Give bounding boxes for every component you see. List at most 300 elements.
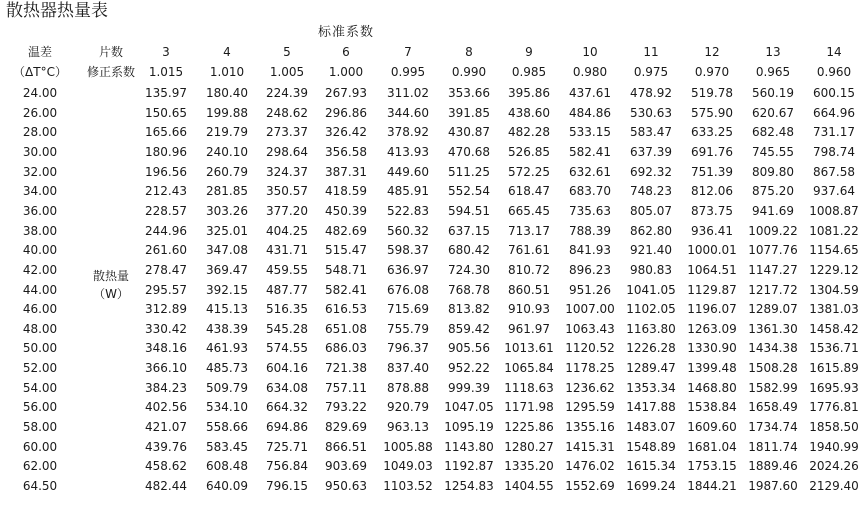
heat-output-label: [82, 267, 140, 303]
coefficient-cell: 0.990: [451, 65, 487, 79]
heat-value-cell: 1192.87: [444, 459, 494, 473]
heat-value-cell: 530.63: [630, 106, 672, 120]
heat-value-cell: 682.48: [752, 125, 794, 139]
heat-value-cell: 377.20: [266, 204, 308, 218]
temp-diff-cell: 64.50: [22, 479, 58, 493]
heat-value-cell: 715.69: [387, 302, 429, 316]
heat-value-cell: 353.66: [448, 86, 490, 100]
table-row: [0, 417, 863, 437]
heat-value-cell: 1163.80: [626, 322, 676, 336]
heat-value-cell: 664.96: [813, 106, 855, 120]
heat-value-cell: 745.55: [752, 145, 794, 159]
piece-count-cell: 6: [342, 45, 350, 59]
temp-diff-cell: 44.00: [22, 283, 58, 297]
heat-value-cell: 311.02: [387, 86, 429, 100]
heat-value-cell: 356.58: [325, 145, 367, 159]
heat-value-cell: 267.93: [325, 86, 367, 100]
heat-value-cell: 303.26: [206, 204, 248, 218]
heat-value-cell: 384.23: [145, 381, 187, 395]
temp-diff-cell: 50.00: [22, 341, 58, 355]
heat-value-cell: 1615.89: [809, 361, 859, 375]
heat-value-cell: 1236.62: [565, 381, 615, 395]
coefficient-cell: 0.975: [633, 65, 669, 79]
heat-value-cell: 438.39: [206, 322, 248, 336]
heat-value-cell: 735.63: [569, 204, 611, 218]
heat-value-cell: 903.69: [325, 459, 367, 473]
table-row: [0, 240, 863, 260]
heat-value-cell: 418.59: [325, 184, 367, 198]
page-title: 散热器热量表: [6, 1, 108, 21]
standard-coefficient-label: 标准系数: [318, 25, 375, 40]
table-row: [0, 456, 863, 476]
heat-value-cell: 199.88: [206, 106, 248, 120]
piece-count-cell: 7: [404, 45, 412, 59]
heat-value-cell: 920.79: [387, 400, 429, 414]
heat-value-cell: 1225.86: [504, 420, 554, 434]
heat-value-cell: 1458.42: [809, 322, 859, 336]
coefficient-cell: 0.980: [572, 65, 608, 79]
temp-diff-cell: 46.00: [22, 302, 58, 316]
heat-value-cell: 1753.15: [687, 459, 737, 473]
heat-value-cell: 691.76: [691, 145, 733, 159]
heat-value-cell: 756.84: [266, 459, 308, 473]
heat-value-cell: 516.35: [266, 302, 308, 316]
heat-value-cell: 1171.98: [504, 400, 554, 414]
coefficient-cell: 1.000: [328, 65, 364, 79]
heat-value-cell: 713.17: [508, 224, 550, 238]
heat-value-cell: 533.15: [569, 125, 611, 139]
heat-value-cell: 369.47: [206, 263, 248, 277]
heat-value-cell: 633.25: [691, 125, 733, 139]
piece-count-cell: 13: [765, 45, 781, 59]
heat-value-cell: 459.55: [266, 263, 308, 277]
heat-value-cell: 793.22: [325, 400, 367, 414]
heat-value-cell: 1013.61: [504, 341, 554, 355]
heat-value-cell: 598.37: [387, 243, 429, 257]
heat-value-cell: 295.57: [145, 283, 187, 297]
heat-value-cell: 548.71: [325, 263, 367, 277]
heat-value-cell: 867.58: [813, 165, 855, 179]
heat-value-cell: 751.39: [691, 165, 733, 179]
heat-value-cell: 1280.27: [504, 440, 554, 454]
heat-value-cell: 1858.50: [809, 420, 859, 434]
table-row: [0, 397, 863, 417]
temp-unit-header: （ΔT°C）: [13, 65, 67, 79]
heat-value-cell: 1009.22: [748, 224, 798, 238]
heat-value-cell: 1844.21: [687, 479, 737, 493]
heat-value-cell: 1417.88: [626, 400, 676, 414]
heat-value-cell: 1049.03: [383, 459, 433, 473]
heat-value-cell: 1154.65: [809, 243, 859, 257]
heat-value-cell: 545.28: [266, 322, 308, 336]
heat-value-cell: 1681.04: [687, 440, 737, 454]
table-row: [0, 378, 863, 398]
heat-value-cell: 1120.52: [565, 341, 615, 355]
temp-diff-cell: 52.00: [22, 361, 58, 375]
heat-value-cell: 694.86: [266, 420, 308, 434]
heat-value-cell: 1508.28: [748, 361, 798, 375]
heat-value-cell: 608.48: [206, 459, 248, 473]
heat-value-cell: 1609.60: [687, 420, 737, 434]
heat-value-cell: 450.39: [325, 204, 367, 218]
heat-value-cell: 640.09: [206, 479, 248, 493]
heat-value-cell: 676.08: [387, 283, 429, 297]
temp-diff-cell: 40.00: [22, 243, 58, 257]
heat-value-cell: 1776.81: [809, 400, 859, 414]
heat-value-cell: 1147.27: [748, 263, 798, 277]
heat-value-cell: 558.66: [206, 420, 248, 434]
heat-value-cell: 1699.24: [626, 479, 676, 493]
heat-value-cell: 244.96: [145, 224, 187, 238]
heat-value-cell: 526.85: [508, 145, 550, 159]
heat-value-cell: 862.80: [630, 224, 672, 238]
heat-value-cell: 511.25: [448, 165, 490, 179]
heat-value-cell: 755.79: [387, 322, 429, 336]
heat-value-cell: 437.61: [569, 86, 611, 100]
heat-value-cell: 1289.47: [626, 361, 676, 375]
heat-value-cell: 1695.93: [809, 381, 859, 395]
heat-value-cell: 482.28: [508, 125, 550, 139]
heat-value-cell: 1008.87: [809, 204, 859, 218]
heat-value-cell: 860.51: [508, 283, 550, 297]
heat-value-cell: 896.23: [569, 263, 611, 277]
heat-value-cell: 449.60: [387, 165, 429, 179]
heat-value-cell: 330.42: [145, 322, 187, 336]
heat-output-label-text: 散热量: [92, 269, 129, 283]
table-row: [0, 358, 863, 378]
heat-value-cell: 325.01: [206, 224, 248, 238]
heat-value-cell: 366.10: [145, 361, 187, 375]
heat-value-cell: 281.85: [206, 184, 248, 198]
heat-value-cell: 1889.46: [748, 459, 798, 473]
heat-value-cell: 1304.59: [809, 283, 859, 297]
heat-value-cell: 2024.26: [809, 459, 859, 473]
heat-value-cell: 509.79: [206, 381, 248, 395]
heat-value-cell: 515.47: [325, 243, 367, 257]
heat-value-cell: 2129.40: [809, 479, 859, 493]
temp-diff-cell: 30.00: [22, 145, 58, 159]
piece-count-cell: 9: [525, 45, 533, 59]
temp-diff-cell: 54.00: [22, 381, 58, 395]
heat-value-cell: 875.20: [752, 184, 794, 198]
table-row: [0, 83, 863, 103]
heat-value-cell: 941.69: [752, 204, 794, 218]
heat-value-cell: 378.92: [387, 125, 429, 139]
temp-diff-cell: 58.00: [22, 420, 58, 434]
heat-value-cell: 1536.71: [809, 341, 859, 355]
heat-value-cell: 1548.89: [626, 440, 676, 454]
heat-value-cell: 620.67: [752, 106, 794, 120]
piece-count-cell: 5: [283, 45, 291, 59]
piece-count-cell: 14: [826, 45, 842, 59]
heat-value-cell: 560.19: [752, 86, 794, 100]
coefficient-cell: 0.970: [694, 65, 730, 79]
heat-value-cell: 798.74: [813, 145, 855, 159]
heat-value-cell: 273.37: [266, 125, 308, 139]
table-row: [0, 319, 863, 339]
heat-value-cell: 1468.80: [687, 381, 737, 395]
heat-value-cell: 1330.90: [687, 341, 737, 355]
heat-value-cell: 583.47: [630, 125, 672, 139]
heat-value-cell: 413.93: [387, 145, 429, 159]
heat-value-cell: 618.47: [508, 184, 550, 198]
temp-diff-cell: 42.00: [22, 263, 58, 277]
heat-value-cell: 873.75: [691, 204, 733, 218]
heat-value-cell: 812.06: [691, 184, 733, 198]
heat-value-cell: 395.86: [508, 86, 550, 100]
heat-value-cell: 1263.09: [687, 322, 737, 336]
heat-value-cell: 135.97: [145, 86, 187, 100]
heat-value-cell: 485.73: [206, 361, 248, 375]
heat-value-cell: 575.90: [691, 106, 733, 120]
piece-count-cell: 11: [643, 45, 659, 59]
heat-value-cell: 1987.60: [748, 479, 798, 493]
heat-value-cell: 1178.25: [565, 361, 615, 375]
heat-value-cell: 731.17: [813, 125, 855, 139]
heat-value-cell: 1734.74: [748, 420, 798, 434]
heat-value-cell: 240.10: [206, 145, 248, 159]
heat-value-cell: 261.60: [145, 243, 187, 257]
heat-value-cell: 963.13: [387, 420, 429, 434]
heat-value-cell: 219.79: [206, 125, 248, 139]
heat-value-cell: 1361.30: [748, 322, 798, 336]
heat-value-cell: 438.60: [508, 106, 550, 120]
heat-value-cell: 664.32: [266, 400, 308, 414]
heat-value-cell: 1434.38: [748, 341, 798, 355]
heat-value-cell: 841.93: [569, 243, 611, 257]
coefficient-cell: 0.965: [755, 65, 791, 79]
heat-value-cell: 796.37: [387, 341, 429, 355]
heat-value-cell: 1041.05: [626, 283, 676, 297]
correction-coefficient-header: 修正系数: [86, 65, 135, 79]
heat-value-cell: 665.45: [508, 204, 550, 218]
heat-value-cell: 1226.28: [626, 341, 676, 355]
heat-value-cell: 796.15: [266, 479, 308, 493]
heat-value-cell: 1077.76: [748, 243, 798, 257]
heat-value-cell: 1295.59: [565, 400, 615, 414]
heat-value-cell: 560.32: [387, 224, 429, 238]
heat-value-cell: 1081.22: [809, 224, 859, 238]
heat-value-cell: 634.08: [266, 381, 308, 395]
heat-value-cell: 683.70: [569, 184, 611, 198]
heat-value-cell: 260.79: [206, 165, 248, 179]
heat-value-cell: 910.93: [508, 302, 550, 316]
heat-value-cell: 686.03: [325, 341, 367, 355]
header-row-pieces: [0, 42, 863, 62]
heat-value-cell: 431.71: [266, 243, 308, 257]
heat-value-cell: 1229.12: [809, 263, 859, 277]
heat-value-cell: 478.92: [630, 86, 672, 100]
coefficient-cell: 1.010: [209, 65, 245, 79]
temp-diff-cell: 48.00: [22, 322, 58, 336]
heat-value-cell: 522.83: [387, 204, 429, 218]
heat-value-cell: 415.13: [206, 302, 248, 316]
heat-value-cell: 1064.51: [687, 263, 737, 277]
heat-value-cell: 1095.19: [444, 420, 494, 434]
heat-value-cell: 724.30: [448, 263, 490, 277]
piece-count-cell: 4: [223, 45, 231, 59]
heat-value-cell: 1353.34: [626, 381, 676, 395]
heat-value-cell: 344.60: [387, 106, 429, 120]
table-row: [0, 181, 863, 201]
heat-value-cell: 180.40: [206, 86, 248, 100]
heat-value-cell: 430.87: [448, 125, 490, 139]
heat-value-cell: 1483.07: [626, 420, 676, 434]
heat-value-cell: 921.40: [630, 243, 672, 257]
coefficient-cell: 1.005: [269, 65, 305, 79]
heat-value-cell: 1118.63: [504, 381, 554, 395]
temp-diff-cell: 34.00: [22, 184, 58, 198]
temp-diff-cell: 60.00: [22, 440, 58, 454]
heat-value-cell: 1415.31: [565, 440, 615, 454]
heat-value-cell: 1940.99: [809, 440, 859, 454]
heat-value-cell: 582.41: [325, 283, 367, 297]
table-row: [0, 201, 863, 221]
heat-value-cell: 788.39: [569, 224, 611, 238]
table-row: [0, 476, 863, 496]
table-row: [0, 338, 863, 358]
heat-value-cell: 980.83: [630, 263, 672, 277]
heat-value-cell: 572.25: [508, 165, 550, 179]
heat-value-cell: 298.64: [266, 145, 308, 159]
heat-value-cell: 1476.02: [565, 459, 615, 473]
heat-value-cell: 404.25: [266, 224, 308, 238]
heat-value-cell: 1065.84: [504, 361, 554, 375]
heat-value-cell: 692.32: [630, 165, 672, 179]
heat-value-cell: 859.42: [448, 322, 490, 336]
heat-value-cell: 482.44: [145, 479, 187, 493]
heat-value-cell: 519.78: [691, 86, 733, 100]
heat-value-cell: 952.22: [448, 361, 490, 375]
heat-value-cell: 439.76: [145, 440, 187, 454]
coefficient-cell: 0.960: [816, 65, 852, 79]
heat-value-cell: 487.77: [266, 283, 308, 297]
heat-value-cell: 1000.01: [687, 243, 737, 257]
temp-diff-cell: 36.00: [22, 204, 58, 218]
heat-value-cell: 1811.74: [748, 440, 798, 454]
temp-diff-cell: 32.00: [22, 165, 58, 179]
heat-value-cell: 228.57: [145, 204, 187, 218]
heat-value-cell: 878.88: [387, 381, 429, 395]
heat-value-cell: 1335.20: [504, 459, 554, 473]
heat-value-cell: 1289.07: [748, 302, 798, 316]
table-row: [0, 122, 863, 142]
heat-value-cell: 1143.80: [444, 440, 494, 454]
heat-value-cell: 392.15: [206, 283, 248, 297]
heat-value-cell: 950.63: [325, 479, 367, 493]
heat-value-cell: 461.93: [206, 341, 248, 355]
heat-value-cell: 421.07: [145, 420, 187, 434]
table-row: [0, 162, 863, 182]
temp-diff-cell: 38.00: [22, 224, 58, 238]
heat-value-cell: 348.16: [145, 341, 187, 355]
heat-value-cell: 680.42: [448, 243, 490, 257]
heat-value-cell: 1615.34: [626, 459, 676, 473]
temp-diff-cell: 28.00: [22, 125, 58, 139]
coefficient-cell: 0.995: [390, 65, 426, 79]
heat-value-cell: 1658.49: [748, 400, 798, 414]
piece-count-cell: 12: [704, 45, 720, 59]
heat-value-cell: 1196.07: [687, 302, 737, 316]
heat-value-cell: 721.38: [325, 361, 367, 375]
heat-value-cell: 583.45: [206, 440, 248, 454]
heat-value-cell: 616.53: [325, 302, 367, 316]
heat-value-cell: 594.51: [448, 204, 490, 218]
heat-value-cell: 212.43: [145, 184, 187, 198]
header-row-coefficients: [0, 62, 863, 82]
table-row: [0, 103, 863, 123]
heat-value-cell: 326.42: [325, 125, 367, 139]
heat-value-cell: 809.80: [752, 165, 794, 179]
piece-count-cell: 3: [162, 45, 170, 59]
piece-count-cell: 8: [465, 45, 473, 59]
heat-value-cell: 350.57: [266, 184, 308, 198]
heat-value-cell: 347.08: [206, 243, 248, 257]
heat-value-cell: 180.96: [145, 145, 187, 159]
heat-value-cell: 482.69: [325, 224, 367, 238]
table-row: [0, 437, 863, 457]
heat-value-cell: 1552.69: [565, 479, 615, 493]
heat-value-cell: 748.23: [630, 184, 672, 198]
table-row: [0, 221, 863, 241]
heat-value-cell: 805.07: [630, 204, 672, 218]
heat-value-cell: 1063.43: [565, 322, 615, 336]
heat-value-cell: 165.66: [145, 125, 187, 139]
heat-value-cell: 761.61: [508, 243, 550, 257]
heat-value-cell: 637.15: [448, 224, 490, 238]
heat-value-cell: 582.41: [569, 145, 611, 159]
heat-value-cell: 324.37: [266, 165, 308, 179]
heat-value-cell: 1381.03: [809, 302, 859, 316]
heat-value-cell: 651.08: [325, 322, 367, 336]
heat-value-cell: 1217.72: [748, 283, 798, 297]
heat-value-cell: 951.26: [569, 283, 611, 297]
heat-value-cell: 813.82: [448, 302, 490, 316]
heat-value-cell: 636.97: [387, 263, 429, 277]
heat-value-cell: 312.89: [145, 302, 187, 316]
heat-value-cell: 278.47: [145, 263, 187, 277]
temp-diff-cell: 62.00: [22, 459, 58, 473]
heat-value-cell: 999.39: [448, 381, 490, 395]
heat-value-cell: 936.41: [691, 224, 733, 238]
heat-value-cell: 296.86: [325, 106, 367, 120]
heat-value-cell: 1399.48: [687, 361, 737, 375]
heat-value-cell: 604.16: [266, 361, 308, 375]
heat-value-cell: 458.62: [145, 459, 187, 473]
piece-count-cell: 10: [582, 45, 598, 59]
heat-value-cell: 810.72: [508, 263, 550, 277]
heat-value-cell: 402.56: [145, 400, 187, 414]
heat-value-cell: 1404.55: [504, 479, 554, 493]
table-row: [0, 142, 863, 162]
temp-diff-cell: 56.00: [22, 400, 58, 414]
heat-value-cell: 1538.84: [687, 400, 737, 414]
heat-value-cell: 837.40: [387, 361, 429, 375]
heat-value-cell: 1103.52: [383, 479, 433, 493]
temp-diff-cell: 26.00: [22, 106, 58, 120]
heat-value-cell: 637.39: [630, 145, 672, 159]
heat-value-cell: 725.71: [266, 440, 308, 454]
heat-value-cell: 484.86: [569, 106, 611, 120]
heat-value-cell: 829.69: [325, 420, 367, 434]
heat-value-cell: 1102.05: [626, 302, 676, 316]
heat-value-cell: 391.85: [448, 106, 490, 120]
heat-value-cell: 485.91: [387, 184, 429, 198]
heat-value-cell: 150.65: [145, 106, 187, 120]
heat-value-cell: 224.39: [266, 86, 308, 100]
heat-value-cell: 574.55: [266, 341, 308, 355]
heat-output-unit: （W）: [93, 287, 129, 301]
